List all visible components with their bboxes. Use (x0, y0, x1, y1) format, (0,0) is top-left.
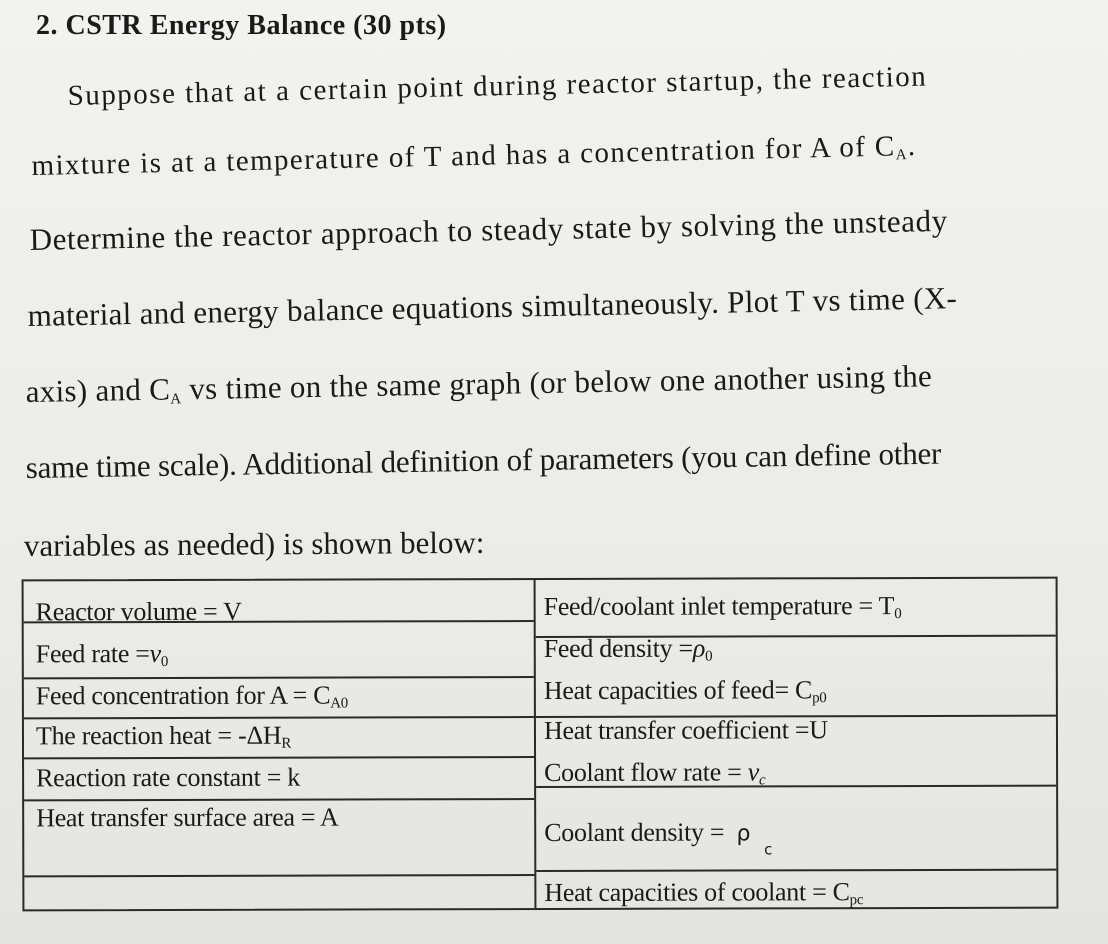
feed-density-sub: 0 (705, 648, 713, 665)
table-row-line (24, 716, 534, 719)
cell-reactor-volume: Reactor volume = V (35, 596, 242, 627)
problem-line-5-rest: vs time on the same graph (or below one another using the (180, 358, 933, 407)
coolant-flow-sub: c (758, 772, 766, 789)
cell-heat-cap-coolant (544, 877, 863, 910)
problem-line-2-end: . (907, 129, 917, 163)
heat-cap-coolant-label: Heat capacities of coolant = C (544, 877, 850, 907)
inlet-temp-label: Feed/coolant inlet temperature = T (543, 591, 895, 621)
cell-heat-cap-feed (544, 675, 827, 708)
coolant-density-symbol: ρ (736, 821, 751, 847)
feed-density-symbol: ρ (692, 633, 706, 663)
feed-rate-sub: 0 (160, 653, 169, 670)
heat-cap-coolant-sub: pc (849, 892, 864, 909)
feed-conc-sub: A0 (330, 695, 349, 712)
table-row-line (24, 874, 534, 877)
feed-conc-label: Feed concentration for A = C (35, 680, 331, 711)
ca-subscript: A (895, 147, 909, 164)
problem-line-5-start: axis) and C (25, 371, 171, 410)
problem-line-2 (31, 130, 917, 184)
feed-rate-label: Feed rate = (35, 639, 150, 669)
cell-feed-density (544, 634, 713, 666)
problem-line-7: variables as needed) is shown below: (23, 524, 485, 563)
problem-line-6: same time scale). Additional definition of parameters (you can define other (25, 435, 942, 486)
table-row-line (24, 756, 534, 759)
cell-coolant-density (544, 817, 772, 859)
cell-inlet-temperature (544, 591, 902, 624)
problem-line-3: Determine the reactor approach to steady state by solving the unsteady (29, 202, 949, 258)
problem-line-5 (25, 358, 932, 411)
heat-cap-feed-label: Heat capacities of feed= C (543, 675, 813, 705)
cell-heat-transfer-coefficient: Heat transfer coefficient =U (543, 715, 828, 745)
coolant-density-sub: c (764, 840, 773, 859)
inlet-temp-sub: 0 (894, 606, 902, 623)
coolant-density-label: Coolant density = (544, 817, 731, 847)
parameters-table (22, 577, 1059, 912)
coolant-flow-label: Coolant flow rate = (544, 757, 748, 787)
cell-reaction-heat (36, 721, 291, 754)
cell-rate-constant: Reaction rate constant = k (36, 762, 301, 793)
table-column-divider (534, 580, 537, 908)
ca-subscript-2: A (170, 391, 182, 408)
feed-density-label: Feed density = (543, 633, 693, 663)
coolant-flow-symbol: v (747, 757, 759, 787)
table-row-line (24, 676, 534, 679)
problem-heading: 2. CSTR Energy Balance (30 pts) (36, 10, 447, 41)
feed-rate-symbol: v (149, 638, 161, 669)
problem-line-1: Suppose that at a certain point during reactor startup, the reaction (67, 60, 928, 113)
table-row-line (536, 869, 1056, 872)
reaction-heat-label: The reaction heat = -ΔH (35, 720, 282, 751)
table-row-line (24, 798, 534, 801)
problem-line-2-text: mixture is at a temperature of T and has a concentration for A of C (31, 130, 896, 183)
cell-feed-rate (36, 639, 168, 671)
reaction-heat-sub: R (281, 735, 292, 752)
cell-coolant-flow (544, 757, 765, 790)
cell-surface-area: Heat transfer surface area = A (36, 802, 339, 833)
heat-cap-feed-sub: p0 (812, 690, 827, 707)
problem-line-4: material and energy balance equations simultaneously. Plot T vs time (X- (27, 280, 958, 334)
cell-feed-concentration (36, 681, 348, 714)
